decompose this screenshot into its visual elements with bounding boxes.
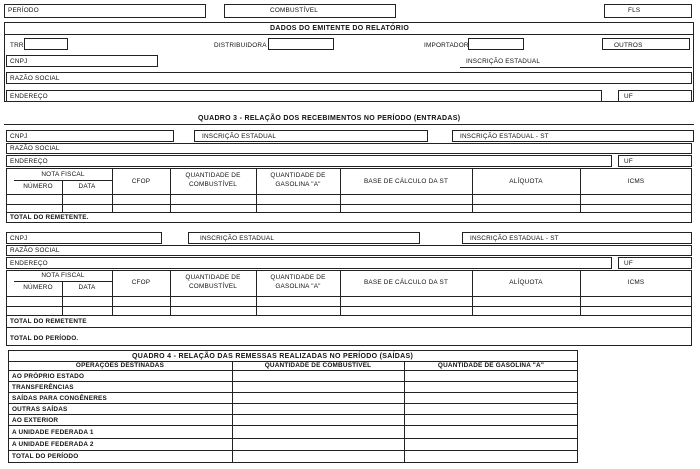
q3-col-qtd-gas-2: GASOLINA "A" <box>275 181 321 188</box>
q3-col-qtd-gas-1: QUANTIDADE DE <box>270 172 326 179</box>
divider <box>472 168 473 212</box>
q3-cnpj-field-1[interactable] <box>6 130 174 142</box>
q3-uf-label-2: UF <box>624 260 633 267</box>
q4-col-qtd-gas: QUANTIDADE DE GASOLINA "A" <box>437 362 545 369</box>
emitente-endereco-label: ENDEREÇO <box>10 93 48 100</box>
divider <box>14 180 112 181</box>
distribuidora-checkbox[interactable] <box>268 38 334 50</box>
q4-col-qtd-comb: QUANTIDADE DE COMBUSTÍVEL <box>264 362 372 369</box>
divider <box>6 327 692 328</box>
q4-row-label: AO PRÓPRIO ESTADO <box>12 373 85 380</box>
fls-label: FLS <box>628 7 641 14</box>
divider <box>8 392 578 393</box>
divider <box>232 361 233 463</box>
divider <box>6 212 692 213</box>
emitente-razao-label: RAZÃO SOCIAL <box>10 75 60 82</box>
trr-checkbox[interactable] <box>24 38 68 50</box>
q3-col-nota-fiscal: NOTA FISCAL <box>41 171 85 178</box>
divider <box>6 194 692 195</box>
q3-col-data-2: DATA <box>78 284 96 291</box>
divider <box>6 296 692 297</box>
divider <box>6 306 692 307</box>
divider <box>8 425 578 426</box>
emitente-razao-field[interactable] <box>6 72 692 84</box>
outros-checkbox[interactable] <box>602 38 690 50</box>
emitente-endereco-field[interactable] <box>6 90 602 102</box>
divider <box>8 370 578 371</box>
quadro3-title: QUADRO 3 - RELAÇÃO DOS RECEBIMENTOS NO PERÍODO (ENTRADAS) <box>198 115 461 122</box>
q3-endereco-label-2: ENDEREÇO <box>10 260 48 267</box>
q4-row-label: SAÍDAS PARA CONGÊNERES <box>12 395 107 402</box>
q3-razao-field-2[interactable] <box>6 245 692 256</box>
q4-row-label: TOTAL DO PERÍODO <box>12 453 79 460</box>
emitente-ie-label: INSCRIÇÃO ESTADUAL <box>466 58 541 65</box>
trr-label: TRR <box>10 42 24 49</box>
q3-col-aliquota-2: ALÍQUOTA <box>509 279 543 286</box>
divider <box>6 315 692 316</box>
periodo-label: PERÍODO <box>8 7 39 14</box>
q3-col-data: DATA <box>78 183 96 190</box>
q3-uf-label-1: UF <box>624 158 633 165</box>
divider <box>8 403 578 404</box>
divider <box>340 168 341 212</box>
q3-total-remetente-1: TOTAL DO REMETENTE. <box>10 214 89 221</box>
q3-col-numero-2: NÚMERO <box>23 284 53 291</box>
divider <box>8 450 578 451</box>
emitente-cnpj-field[interactable] <box>6 55 158 67</box>
q3-col-qtd-comb-2-2: COMBUSTÍVEL <box>188 283 237 290</box>
divider <box>4 124 694 125</box>
q3-endereco-label-1: ENDEREÇO <box>10 158 48 165</box>
q4-row-label: A UNIDADE FEDERADA 1 <box>12 429 94 436</box>
distribuidora-label: DISTRIBUIDORA <box>214 42 267 49</box>
q3-col-icms: ICMS <box>627 178 645 185</box>
divider <box>580 168 581 212</box>
emitente-title: DADOS DO EMITENTE DO RELATÓRIO <box>270 25 410 32</box>
q3-col-qtd-gas-1-2: QUANTIDADE DE <box>270 274 326 281</box>
q3-total-remetente-2: TOTAL DO REMETENTE <box>10 318 87 325</box>
q3-total-periodo: TOTAL DO PERÍODO. <box>10 335 79 342</box>
q4-row-label: OUTRAS SAÍDAS <box>12 406 68 413</box>
emitente-cnpj-label: CNPJ <box>10 58 28 65</box>
divider <box>472 270 473 315</box>
q3-col-qtd-comb-1: QUANTIDADE DE <box>185 172 241 179</box>
outros-label: OUTROS <box>614 42 643 49</box>
q3-iest-label-2: INSCRIÇÃO ESTADUAL - ST <box>470 235 559 242</box>
q3-endereco-field-2[interactable] <box>6 257 612 269</box>
divider <box>8 414 578 415</box>
divider <box>580 270 581 315</box>
divider <box>340 270 341 315</box>
q3-razao-field-1[interactable] <box>6 143 692 154</box>
divider <box>14 281 112 282</box>
fls-field[interactable] <box>604 4 692 18</box>
importador-label: IMPORTADOR <box>424 42 469 49</box>
q4-row-label: TRANSFERÊNCIAS <box>12 384 74 391</box>
divider <box>8 438 578 439</box>
q3-razao-label-1: RAZÃO SOCIAL <box>10 145 60 152</box>
q3-cnpj-label-2: CNPJ <box>10 235 28 242</box>
q3-cnpj-field-2[interactable] <box>6 232 162 244</box>
q3-cnpj-label-1: CNPJ <box>10 133 28 140</box>
q4-row-label: AO EXTERIOR <box>12 417 59 424</box>
underline <box>460 67 692 68</box>
q3-col-nota-fiscal-2: NOTA FISCAL <box>41 272 85 279</box>
q3-iest-label-1: INSCRIÇÃO ESTADUAL - ST <box>460 133 549 140</box>
divider <box>6 204 692 205</box>
q3-ie-label-2: INSCRIÇÃO ESTADUAL <box>200 235 275 242</box>
q3-col-base-calculo: BASE DE CÁLCULO DA ST <box>363 178 449 185</box>
q3-col-base-calculo-2: BASE DE CÁLCULO DA ST <box>363 279 449 286</box>
quadro4-title: QUADRO 4 - RELAÇÃO DAS REMESSAS REALIZADAS NO PERÍODO (SAÍDAS) <box>132 353 414 360</box>
q3-col-qtd-comb-1-2: QUANTIDADE DE <box>185 274 241 281</box>
divider <box>8 381 578 382</box>
importador-checkbox[interactable] <box>468 38 524 50</box>
q4-row-label: A UNIDADE FEDERADA 2 <box>12 441 94 448</box>
divider <box>112 270 113 315</box>
divider <box>404 361 405 463</box>
q3-col-cfop-2: CFOP <box>131 279 151 286</box>
q3-col-qtd-gas-2-2: GASOLINA "A" <box>275 283 321 290</box>
q3-endereco-field-1[interactable] <box>6 155 612 167</box>
q4-col-operacoes: OPERAÇÕES DESTINADAS <box>75 362 165 369</box>
combustivel-label: COMBUSTÍVEL <box>270 7 319 14</box>
q3-col-aliquota: ALÍQUOTA <box>509 178 543 185</box>
q3-col-icms-2: ICMS <box>627 279 645 286</box>
divider <box>112 168 113 212</box>
q3-col-cfop: CFOP <box>131 178 151 185</box>
emitente-uf-label: UF <box>624 93 633 100</box>
q3-razao-label-2: RAZÃO SOCIAL <box>10 247 60 254</box>
divider <box>4 34 694 35</box>
q3-col-qtd-comb-2: COMBUSTÍVEL <box>188 181 237 188</box>
q3-col-numero: NÚMERO <box>23 183 53 190</box>
q3-ie-label-1: INSCRIÇÃO ESTADUAL <box>202 133 277 140</box>
